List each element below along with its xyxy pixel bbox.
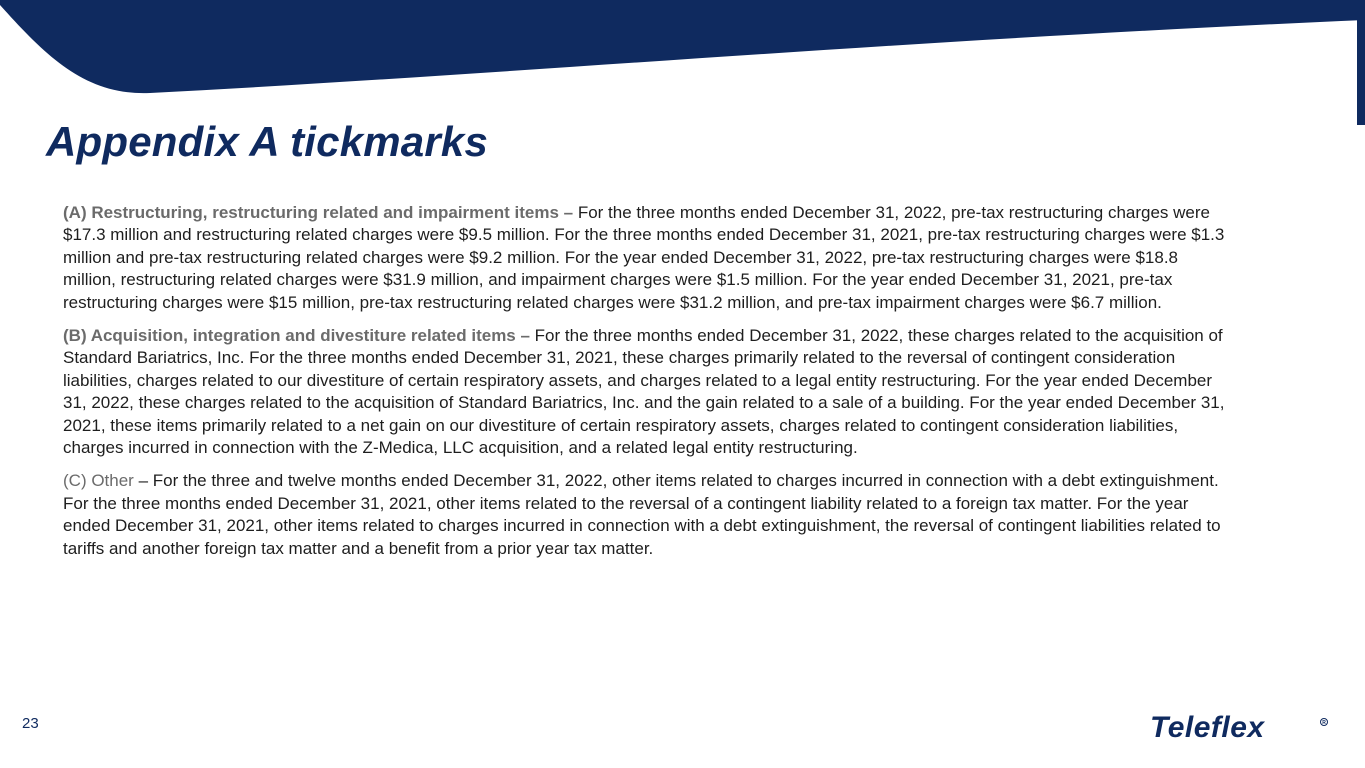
paragraph-c-body: – For the three and twelve months ended December 31, 2022, other items related to charges incurred in connection with a debt extinguishment. For the three months ended December 31, 2021, other items related to the reversal of a contingent liability related to a foreign tax matter. For the year ended December 31, 2021, other items related to charges incurred in connection with a debt extinguishment, the reversal of contingent liabilities related to tariffs and another foreign tax matter and a benefit from a prior year tax matter. (63, 471, 1221, 558)
paragraph-a-heading: (A) Restructuring, restructuring related and impairment items – (63, 203, 574, 222)
appendix-body (63, 202, 1233, 571)
paragraph-b (63, 325, 1233, 459)
teleflex-logo (1150, 710, 1330, 742)
header-banner (0, 0, 1365, 130)
paragraph-c (63, 470, 1233, 560)
page-title: Appendix A tickmarks (46, 118, 489, 165)
paragraph-a (63, 202, 1233, 314)
paragraph-b-heading: (B) Acquisition, integration and divestiture related items – (63, 326, 530, 346)
paragraph-b-body: For the three months ended December 31, 2022, these charges related to the acquisition of Standard Bariatrics, Inc. For the three months ended December 31, 2021, these charges primarily related to the reversal of contingent consideration liabilities, charges related to our divestiture of certain respiratory assets, and charges related to a legal entity restructuring. For the year ended December 31, 2022, these charges related to the acquisition of Standard Bariatrics, Inc. and the gain related to a sale of a building. For the year ended December 31, 2021, these items primarily related to a net gain on our divestiture of certain respiratory assets, charges related to contingent consideration liabilities, charges incurred in connection with the Z-Medica, LLC acquisition, and a related legal entity restructuring. (63, 326, 1225, 458)
svg-text:R: R (1322, 720, 1326, 726)
svg-text:Teleflex: Teleflex (1150, 711, 1265, 742)
paragraph-c-heading: (C) Other (63, 471, 134, 491)
page-number: 23 (22, 715, 39, 732)
paragraph-a-body: For the three months ended December 31, 2022, pre-tax restructuring charges were $17.3 million and restructuring related charges were $9.5 million. For the three months ended December 31, 2021, pre-tax restructuring charges were $1.3 million and pre-tax restructuring related charges were $9.2 million. For the year ended December 31, 2022, pre-tax restructuring charges were $18.8 million, restructuring related charges were $31.9 million, and impairment charges were $1.5 million. For the year ended December 31, 2021, pre-tax restructuring charges were $15 million, pre-tax restructuring related charges were $31.2 million, and pre-tax impairment charges were $6.7 million. (63, 203, 1225, 312)
